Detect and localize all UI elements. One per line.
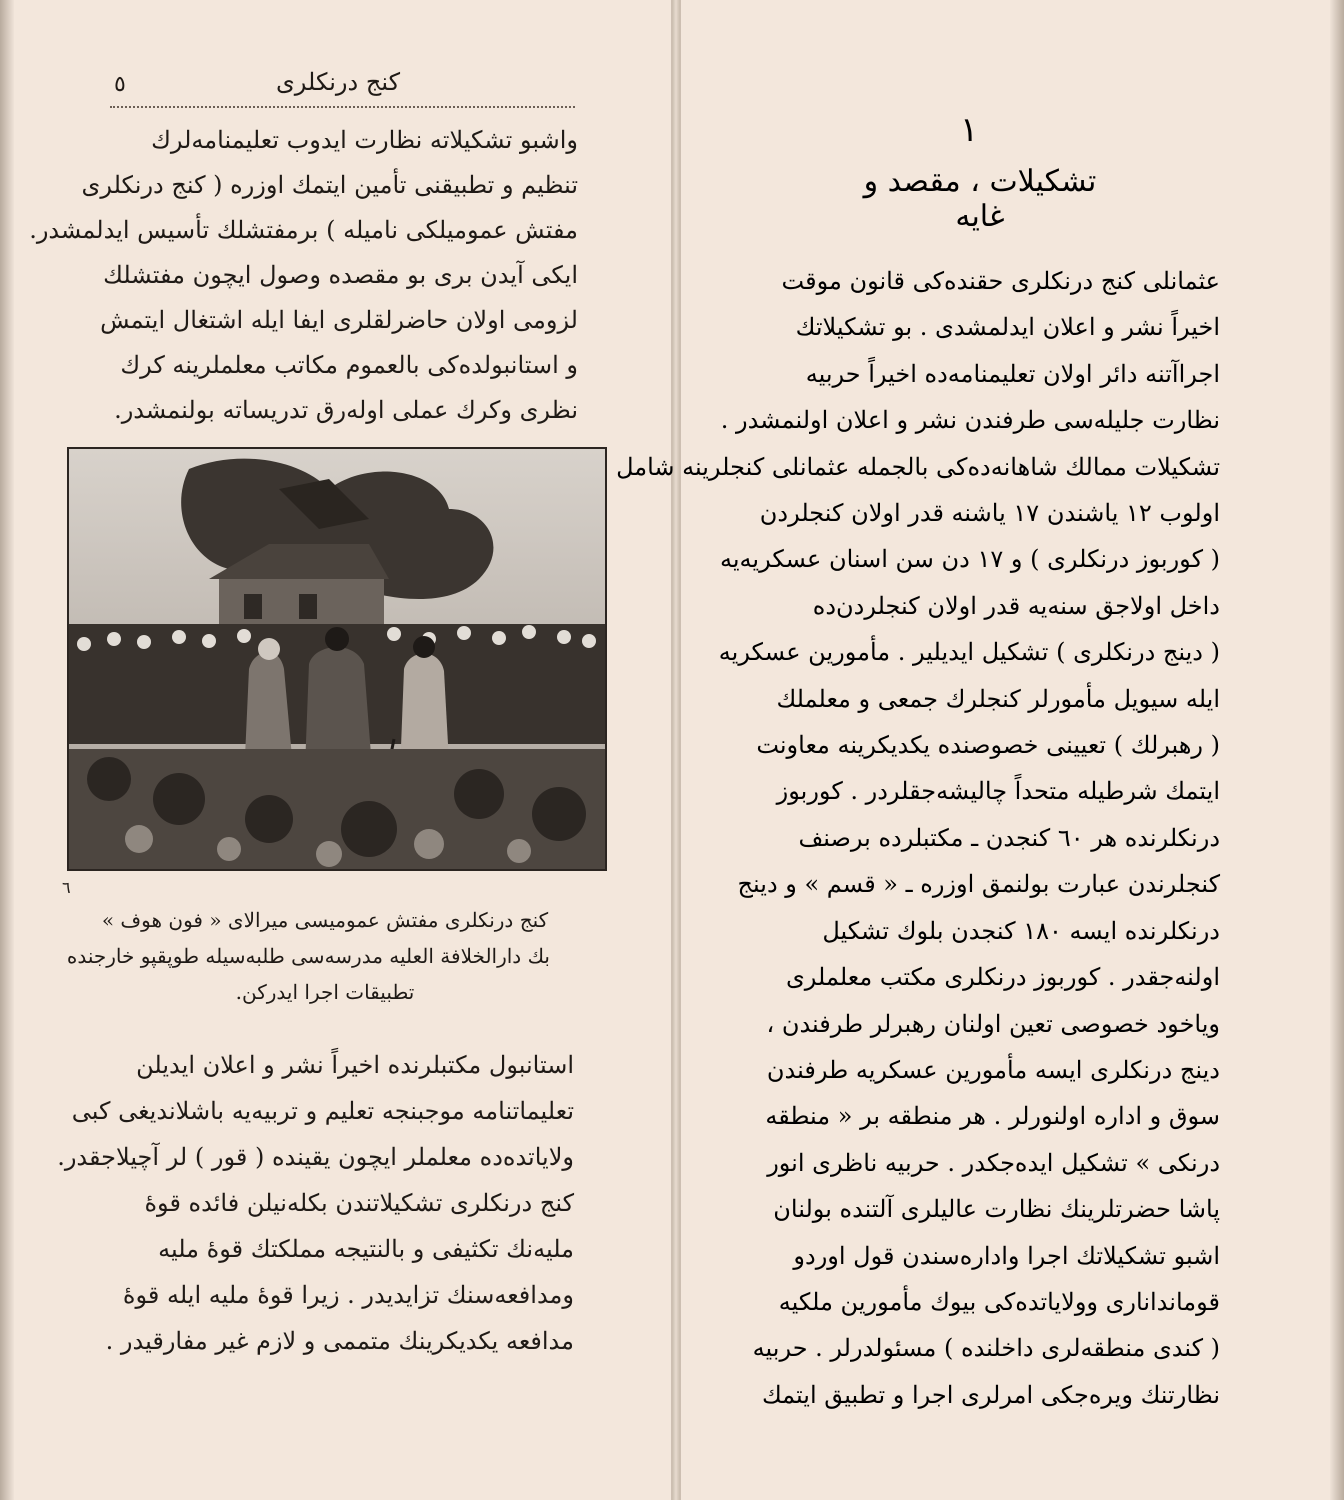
text-line: تنظيم و تطبيقنى تأمين ايتمك اوزره ( كنج درنكلرى xyxy=(81,171,578,199)
text-line: اشبو تشكيلاتك اجرا واداره‌سندن قول اوردو xyxy=(793,1241,1220,1270)
margin-mark: ٦ xyxy=(62,878,71,897)
text-line: قومانداناری وولاياتده‌كى بيوك مأمورين ملكيه xyxy=(778,1287,1220,1316)
text-line: ايله سيويل مأمورلر كنجلرك جمعى و معلملك xyxy=(776,684,1220,713)
text-line: وياخود خصوصى تعين اولنان رهبرلر طرفندن ، xyxy=(766,1009,1220,1038)
left-page-edge xyxy=(0,0,14,1500)
text-line: ومدافعه‌سنك تزايديدر . زيرا قوهٔ مليه ايله قوهٔ xyxy=(122,1281,574,1309)
page-number: ٥ xyxy=(114,72,126,97)
text-line: اولوب ١٢ ياشندن ١٧ ياشنه قدر اولان كنجلردن xyxy=(759,499,1220,528)
text-line: نظارت جليله‌سى طرفندن نشر و اعلان اولنمشدر . xyxy=(720,406,1220,435)
text-line: سوق و اداره اولنورلر . هر منطقه بر « منطقه xyxy=(765,1102,1220,1131)
photo-caption xyxy=(66,902,550,1010)
chapter-number: ١ xyxy=(960,110,979,150)
text-line: كنجلرندن عبارت بولنمق اوزره ـ « قسم » و دينج xyxy=(737,870,1220,899)
text-line: درنكلرنده ايسه ١٨٠ كنجدن بلوك تشكيل xyxy=(822,916,1220,945)
text-line: استانبول مكتبلرنده اخيراً نشر و اعلان ايديلن xyxy=(136,1051,574,1079)
chapter-title: تشكيلات ، مقصد و غايه xyxy=(863,164,1097,234)
halftone-photo xyxy=(67,447,607,871)
text-line: لزومى اولان حاضرلقلرى ايفا ايله اشتغال ايتمش xyxy=(100,306,578,334)
text-line: ( رهبرلك ) تعيينى خصوصنده يكديكرينه معاونت xyxy=(756,731,1220,760)
running-head: كنج درنكلرى xyxy=(276,68,400,96)
text-line: و استانبولده‌كى بالعموم مكاتب معلملرينه كرك xyxy=(120,351,578,379)
text-line: درنكى » تشكيل ايده‌جكدر . حربيه ناظرى انور xyxy=(767,1148,1220,1177)
text-line: عثمانلى كنج درنكلرى حقنده‌كى قانون موقت xyxy=(781,267,1220,295)
text-line: ( كوربوز درنكلرى ) و ١٧ دن سن اسنان عسكريه‌يه xyxy=(720,545,1220,574)
page-header xyxy=(110,66,575,108)
text-line: مليه‌نك تكثيفى و بالنتيجه مملكتك قوهٔ مليه xyxy=(158,1235,574,1263)
text-line: ولاياتده‌ده معلملر ايچون يقينده ( قور ) لر آچيلاجقدر. xyxy=(57,1143,574,1171)
text-line: نظارتنك ويره‌جكى امرلرى اجرا و تطبيق ايتمك xyxy=(761,1380,1220,1409)
text-line: درنكلرنده هر ٦٠ كنجدن ـ مكتبلرده برصنف xyxy=(798,823,1220,852)
text-line: تشكيلات ممالك شاهانه‌ده‌كى بالجمله عثمانلى كنجلرينه شامل xyxy=(616,452,1220,481)
caption-line: كنج درنكلرى مفتش عموميسى ميرالاى « فون هوف » xyxy=(101,908,549,932)
paragraph-bottom xyxy=(57,1042,574,1364)
text-line: واشبو تشكيلاته نظارت ايدوب تعليمنامه‌لرك xyxy=(151,126,578,154)
text-line: اخيراً نشر و اعلان ايدلمشدى . بو تشكيلاتك xyxy=(795,313,1220,342)
photo-drawing xyxy=(69,449,605,869)
book-gutter xyxy=(672,0,680,1500)
text-line: داخل اولاجق سنه‌يه قدر اولان كنجلردن‌ده xyxy=(812,591,1220,620)
text-line: مدافعه يكديكرينك متممى و لازم غير مفارقيدر . xyxy=(105,1327,574,1355)
text-line: اولنه‌جقدر . كوربوز درنكلرى مكتب معلملرى xyxy=(785,963,1220,992)
text-line: پاشا حضرتلرينك نظارت عاليلرى آلتنده بولنان xyxy=(773,1195,1220,1224)
text-line: ( كندى منطقه‌لرى داخلنده ) مسئولدرلر . حربيه xyxy=(752,1334,1220,1363)
right-page-edge xyxy=(1330,0,1344,1500)
text-line: مفتش عموميلكى ناميله ) برمفتشلك تأسيس ايدلمشدر. xyxy=(29,216,578,244)
paragraph-top xyxy=(29,118,578,433)
text-line: تعليماتنامه موجبنجه تعليم و تربيه‌يه باشلانديغى كبى xyxy=(71,1097,574,1125)
text-line: ( دينج درنكلرى ) تشكيل ايديلير . مأمورين عسكريه xyxy=(718,638,1220,667)
caption-line: بك دارالخلافة العليه مدرسه‌سى طلبه‌سيله طوپقپو خارجنده xyxy=(66,944,550,968)
caption-line: تطبيقات اجرا ايدركن. xyxy=(235,980,415,1004)
text-line: دينج درنكلرى ايسه مأمورين عسكريه طرفندن xyxy=(766,1055,1220,1084)
chapter-paragraph xyxy=(616,258,1220,1418)
text-line: ايكى آيدن برى بو مقصده وصول ايچون مفتشلك xyxy=(103,261,578,289)
text-line: ايتمك شرطيله متحداً چاليشه‌جقلردر . كوربوز xyxy=(776,777,1220,806)
text-line: كنج درنكلرى تشكيلاتندن بكله‌نيلن فائده قوهٔ xyxy=(144,1189,574,1217)
text-line: نظرى وكرك عملى اوله‌رق تدريساته بولنمشدر. xyxy=(114,396,578,424)
text-line: اجراآتنه دائر اولان تعليمنامه‌ده اخيراً حربيه xyxy=(805,359,1220,388)
